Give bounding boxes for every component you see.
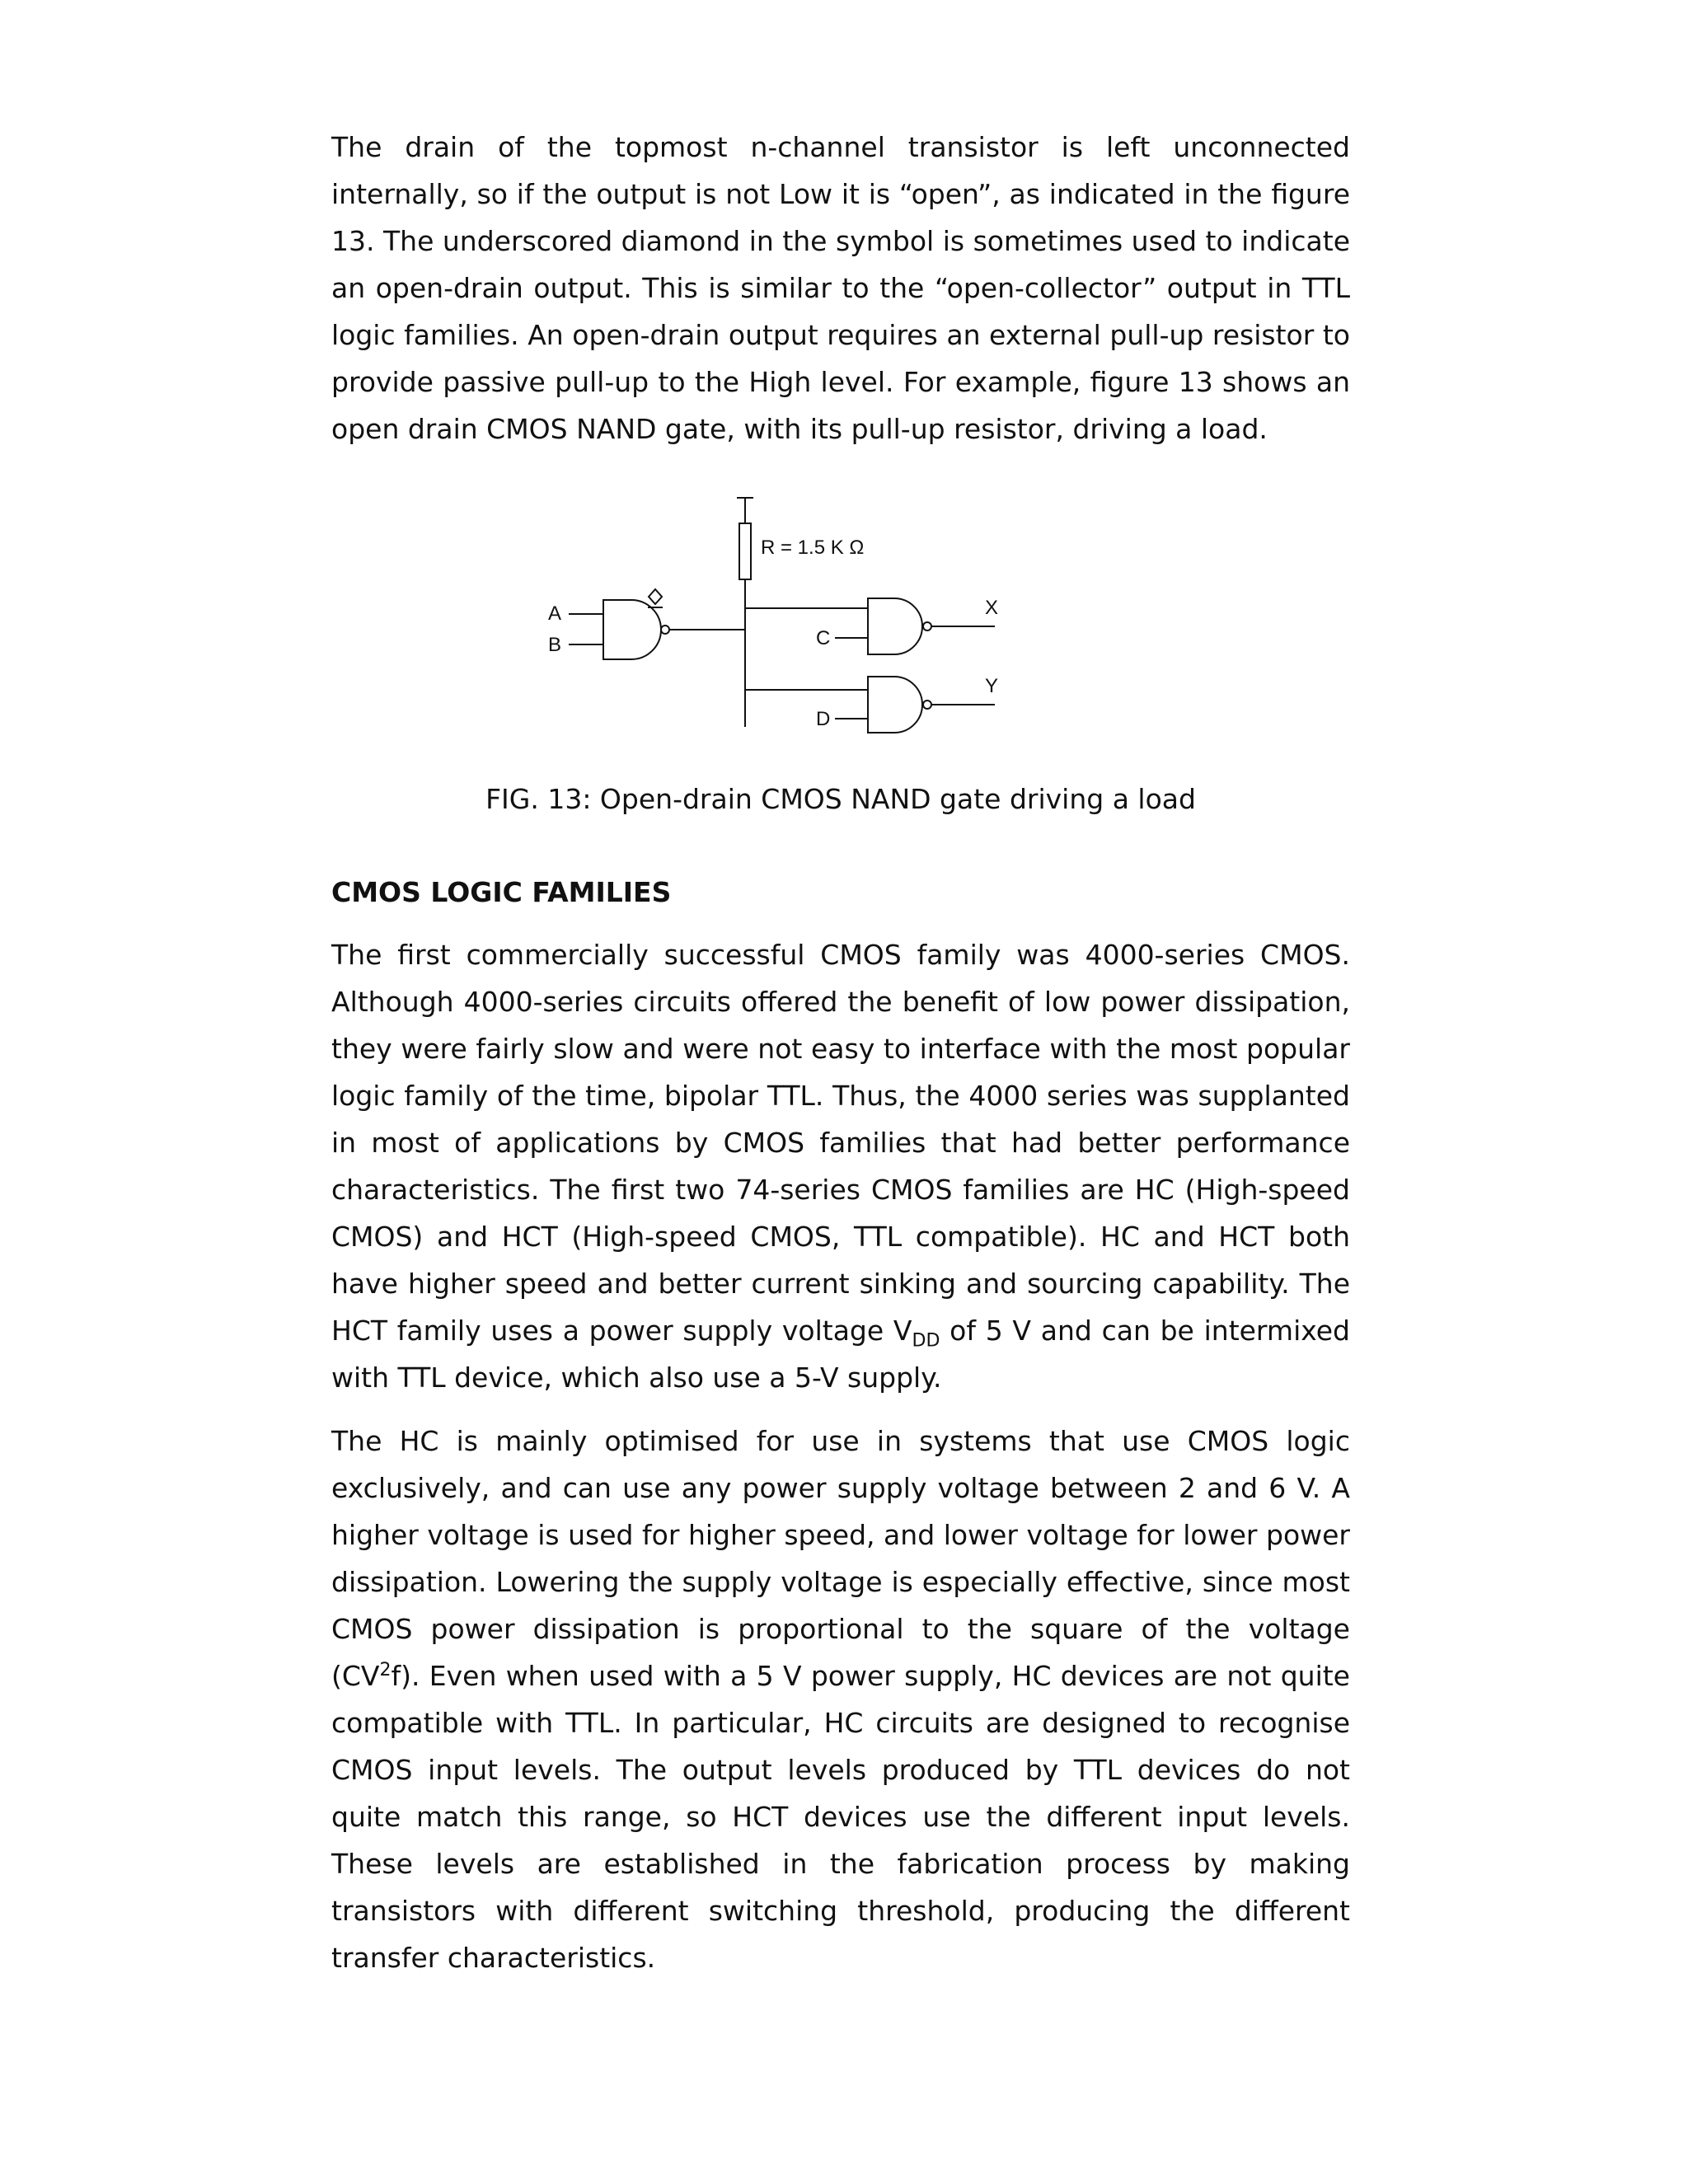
section-heading: CMOS LOGIC FAMILIES [331, 876, 672, 908]
input-a-label: A [548, 602, 562, 625]
open-drain-nand-figure [528, 494, 1055, 742]
input-c-label: C [816, 627, 831, 649]
nand-gate-x [868, 598, 922, 654]
paragraph-open-drain: The drain of the topmost n-channel transistor is left unconnected internally, so if the output is not Low it is “open”, as indicated in the figure 13. The underscored diamond in the symbol is sometimes used to indicate an open-drain output. This is similar to the “open-collector” output in TTL logic families. An open-drain output requires an external pull-up resistor to provide passive pull-up to the High level. For example, figure 13 shows an open drain CMOS NAND gate, with its pull-up resistor, driving a load. [331, 131, 1350, 445]
resistor-label: R = 1.5 K Ω [761, 537, 865, 559]
squared-superscript: 2 [379, 1660, 392, 1680]
nand-gate-y [868, 677, 922, 733]
input-b-label: B [548, 634, 562, 656]
pull-up-resistor [739, 523, 751, 579]
paragraph-text: of 5 V and can be intermixed with TTL device, which also use a 5-V supply. [331, 1315, 1351, 1394]
input-d-label: D [816, 708, 831, 730]
paragraph-hc-family [331, 1418, 1350, 1981]
output-y-label: Y [985, 675, 999, 697]
vdd-subscript: DD [912, 1330, 940, 1352]
output-x-label: X [985, 597, 999, 619]
paragraph-text: f). Even when used with a 5 V power supply, HC devices are not quite compatible with TTL. In particular, HC circuits are designed to recognise CMOS input levels. The output levels produced by TTL devices do not quite match this range, so HCT devices use the different input levels. These levels are established in the fabrication process by making transistors with different switching threshold, producing the different transfer characteristics. [331, 1660, 1350, 1974]
paragraph-text: The HC is mainly optimised for use in systems that use CMOS logic exclusively, and can use any power supply voltage between 2 and 6 V. A higher voltage is used for higher speed, and lower voltage for lower power dissipation. Lowering the supply voltage is especially effective, since most CMOS power dissipation is proportional to the square of the voltage (CV [331, 1425, 1350, 1692]
nand-gate-left [603, 600, 661, 659]
figure-caption: FIG. 13: Open-drain CMOS NAND gate driving a load [485, 783, 1196, 815]
paragraph-text: The first commercially successful CMOS family was 4000-series CMOS. Although 4000-series circuits offered the benefit of low power dissipation, they were fairly slow and were not easy to interface with the most popular logic family of the time, bipolar TTL. Thus, the 4000 series was supplanted in most of applications by CMOS families that had better performance characteristics. The first two 74-series CMOS families are HC (High-speed CMOS) and HCT (High-speed CMOS, TTL compatible). HC and HCT both have higher speed and better current sinking and sourcing capability. The HCT family uses a power supply voltage V [331, 939, 1350, 1347]
paragraph-cmos-families [331, 931, 1350, 1401]
open-drain-diamond-icon [649, 589, 662, 604]
